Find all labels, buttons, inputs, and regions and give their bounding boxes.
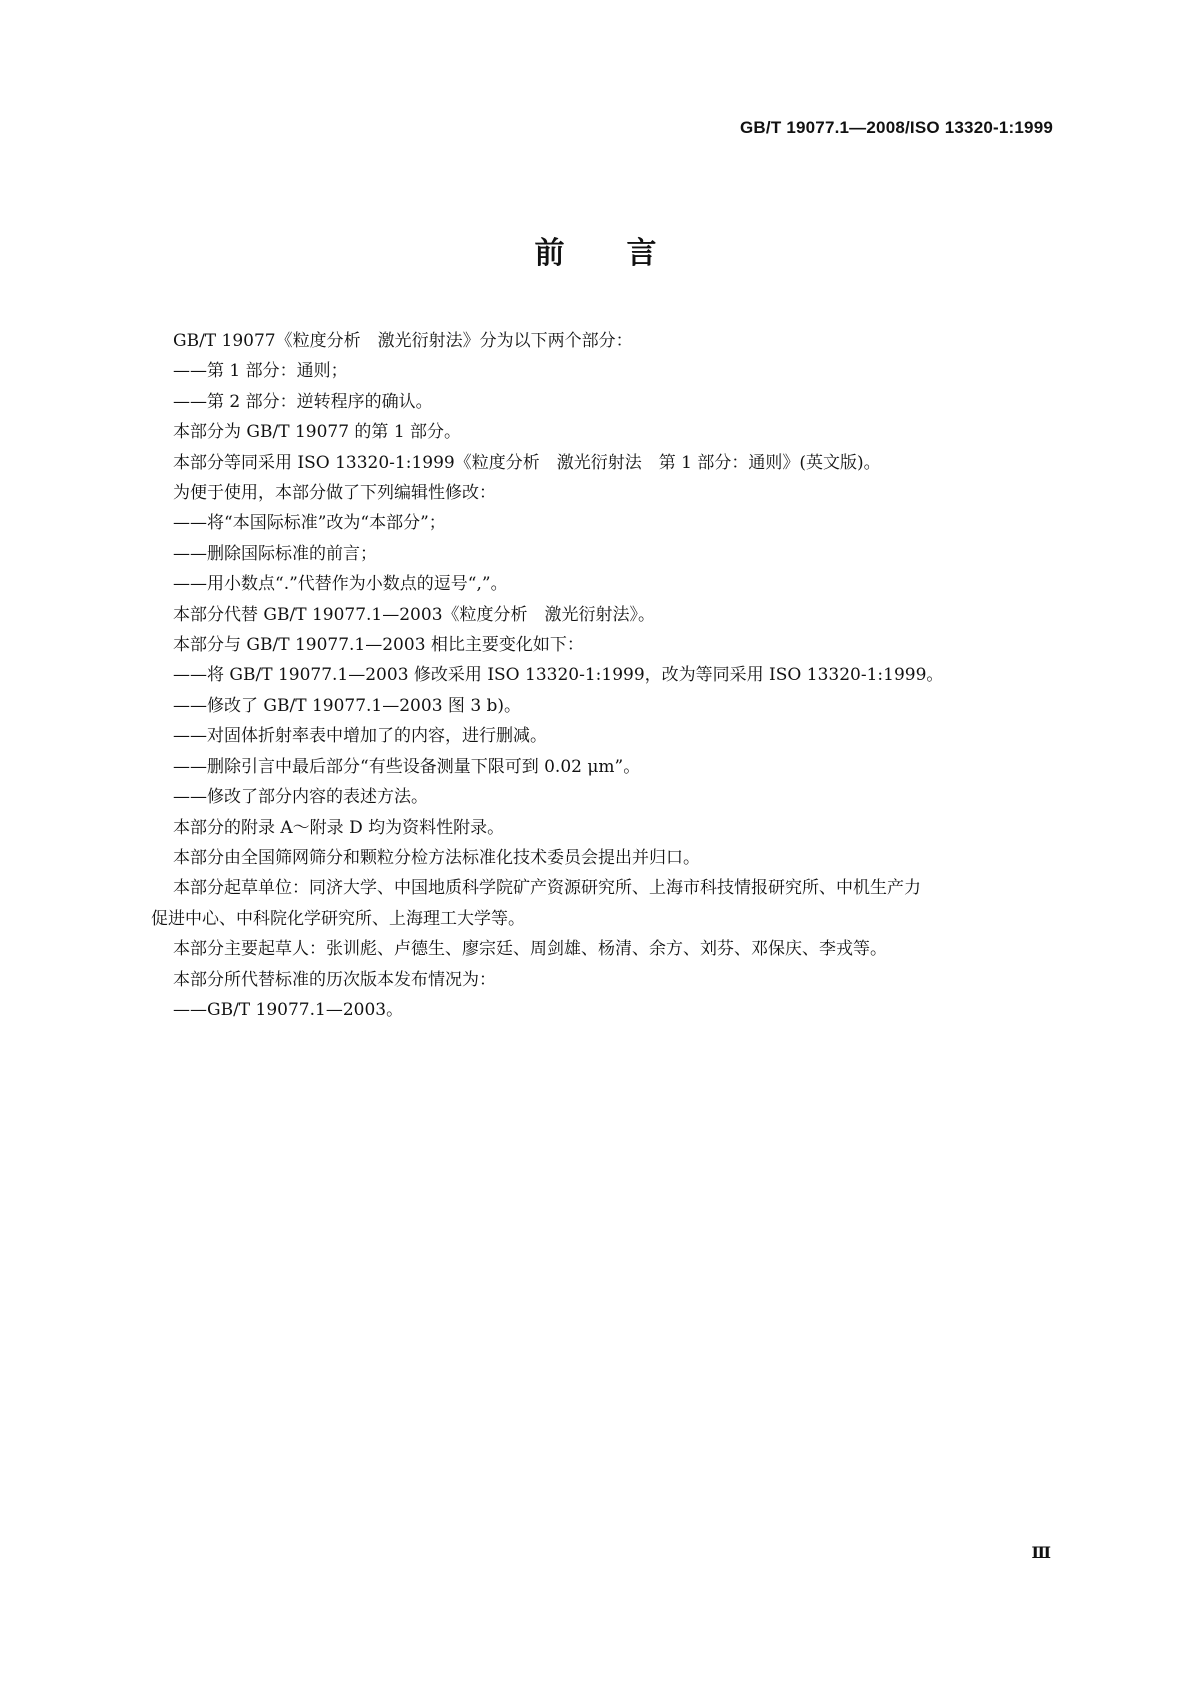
paragraph: 本部分代替 GB/T 19077.1—2003《粒度分析 激光衍射法》。 [173, 604, 656, 625]
page-number: Ⅲ [1031, 1543, 1051, 1562]
paragraph: GB/T 19077《粒度分析 激光衍射法》分为以下两个部分： [173, 331, 633, 351]
page-title: 前言 [534, 236, 719, 271]
list-item: ——修改了部分内容的表述方法。 [173, 787, 428, 808]
list-item: ——第 1 部分：通则； [173, 361, 348, 382]
drafting-units-line-2: 促进中心、中科院化学研究所、上海理工大学等。 [151, 908, 525, 929]
paragraph: 本部分所代替标准的历次版本发布情况为： [173, 969, 496, 990]
paragraph: 本部分的附录 A～附录 D 均为资料性附录。 [173, 817, 505, 838]
drafting-units-line-1: 本部分起草单位：同济大学、中国地质科学院矿产资源研究所、上海市科技情报研究所、中机生产力 [173, 878, 921, 899]
list-item: ——删除引言中最后部分“有些设备测量下限可到 0.02 μm”。 [173, 756, 641, 777]
list-item: ——用小数点“.”代替作为小数点的逗号“,”。 [173, 574, 508, 595]
paragraph: 本部分与 GB/T 19077.1—2003 相比主要变化如下： [173, 635, 584, 656]
list-item: ——对固体折射率表中增加了的内容，进行删减。 [173, 726, 547, 747]
paragraph: 本部分由全国筛网筛分和颗粒分检方法标准化技术委员会提出并归口。 [173, 847, 700, 868]
paragraph: 本部分为 GB/T 19077 的第 1 部分。 [173, 422, 462, 443]
list-item: ——修改了 GB/T 19077.1—2003 图 3 b)。 [173, 695, 522, 716]
list-item: ——GB/T 19077.1—2003。 [173, 999, 404, 1020]
list-item: ——删除国际标准的前言； [173, 543, 377, 564]
list-item: ——将 GB/T 19077.1—2003 修改采用 ISO 13320-1:1999，改为等同采用 ISO 13320-1:1999。 [173, 665, 944, 686]
list-item: ——将“本国际标准”改为“本部分”； [173, 513, 446, 534]
standard-code: GB/T 19077.1—2008/ISO 13320-1:1999 [740, 118, 1053, 137]
list-item: ——第 2 部分：逆转程序的确认。 [173, 391, 433, 412]
paragraph: 为便于使用，本部分做了下列编辑性修改： [173, 483, 496, 504]
paragraph: 本部分主要起草人：张训彪、卢德生、廖宗廷、周剑雄、杨清、余方、刘芬、邓保庆、李戎等。 [173, 939, 887, 960]
paragraph: 本部分等同采用 ISO 13320-1:1999《粒度分析 激光衍射法 第 1 部分：通则》(英文版)。 [173, 452, 881, 473]
foreword-body [151, 326, 1053, 1025]
